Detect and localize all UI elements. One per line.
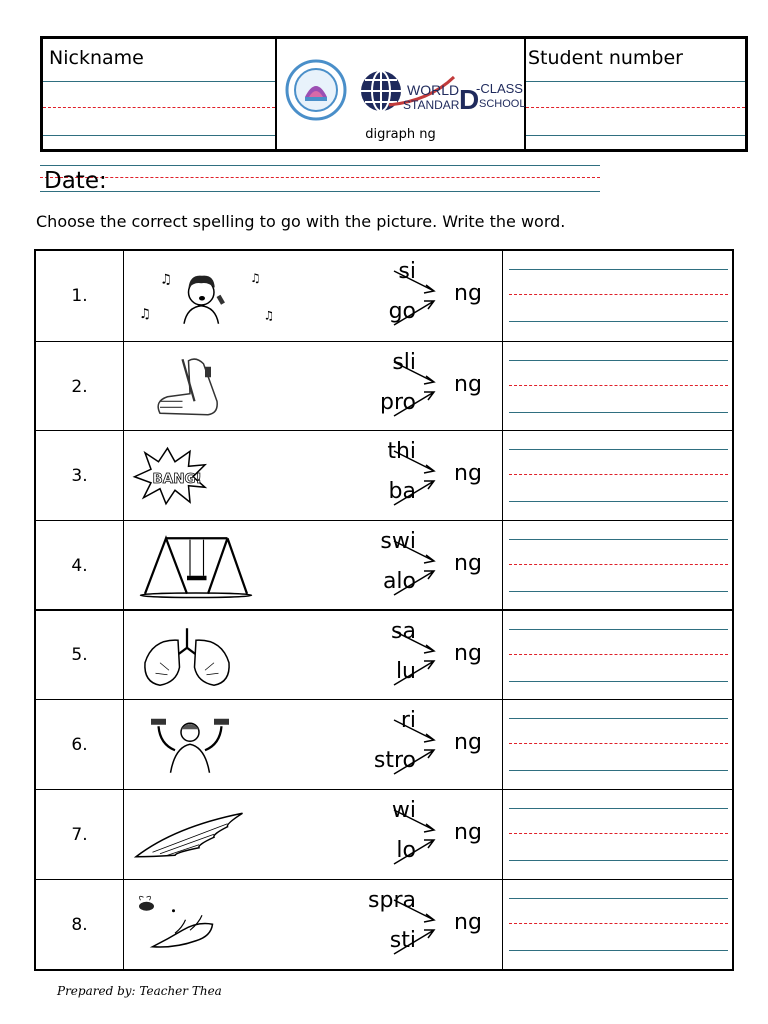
school-seal-icon bbox=[285, 59, 347, 121]
singing-boy-icon bbox=[130, 257, 280, 335]
writing-midline bbox=[509, 923, 728, 924]
option-bottom: alo bbox=[382, 569, 416, 594]
answer-writing-area[interactable] bbox=[502, 521, 734, 610]
writing-line bbox=[509, 681, 728, 682]
writing-line bbox=[43, 81, 275, 82]
worksheet-subtitle: digraph ng bbox=[365, 127, 436, 142]
answer-writing-area[interactable] bbox=[502, 251, 734, 341]
answer-writing-area[interactable] bbox=[502, 342, 734, 431]
writing-line bbox=[509, 898, 728, 899]
arrows-icon bbox=[392, 623, 442, 693]
suffix-ng: ng bbox=[454, 281, 482, 306]
arrows-icon bbox=[392, 533, 442, 603]
header-table bbox=[40, 36, 748, 152]
suffix-ng: ng bbox=[454, 730, 482, 755]
exercise-row bbox=[36, 430, 732, 520]
suffix-ng: ng bbox=[454, 461, 482, 486]
suffix-ng: ng bbox=[454, 372, 482, 397]
writing-line bbox=[509, 770, 728, 771]
writing-line bbox=[509, 449, 728, 450]
footer-credit: Prepared by: Teacher Thea bbox=[57, 984, 222, 998]
arm-sling-icon bbox=[130, 348, 280, 426]
exercise-row bbox=[36, 879, 732, 969]
writing-midline bbox=[509, 474, 728, 475]
exercise-row bbox=[36, 789, 732, 879]
option-bottom: lu bbox=[395, 659, 416, 684]
exercise-row bbox=[36, 699, 732, 789]
strong-woman-icon bbox=[130, 706, 280, 784]
exercise-number: 4. bbox=[36, 521, 124, 610]
student-number-cell bbox=[526, 39, 745, 149]
exercise-number: 8. bbox=[36, 880, 124, 969]
arrows-icon bbox=[392, 802, 442, 872]
writing-line bbox=[509, 950, 728, 951]
writing-midline bbox=[509, 564, 728, 565]
option-bottom: ba bbox=[388, 479, 416, 504]
writing-midline bbox=[509, 294, 728, 295]
bee-sting-icon bbox=[130, 886, 280, 964]
instructions: Choose the correct spelling to go with the picture. Write the word. bbox=[36, 212, 566, 231]
suffix-ng: ng bbox=[454, 820, 482, 845]
writing-line bbox=[509, 591, 728, 592]
writing-line bbox=[509, 539, 728, 540]
writing-midline bbox=[43, 107, 275, 108]
option-top: si bbox=[398, 259, 416, 284]
writing-line bbox=[509, 412, 728, 413]
writing-line bbox=[509, 629, 728, 630]
writing-line bbox=[509, 269, 728, 270]
exercise-row bbox=[36, 520, 732, 610]
wing-icon bbox=[130, 796, 280, 874]
svg-text:♫: ♫ bbox=[139, 305, 152, 322]
logo-word-school: SCHOOL bbox=[479, 98, 526, 110]
exercise-number: 2. bbox=[36, 342, 124, 431]
writing-line bbox=[40, 191, 600, 192]
writing-line bbox=[509, 718, 728, 719]
suffix-ng: ng bbox=[454, 641, 482, 666]
option-top: sa bbox=[391, 619, 416, 644]
option-top: spra bbox=[368, 888, 416, 913]
svg-text:♫: ♫ bbox=[263, 308, 275, 323]
writing-line bbox=[43, 135, 275, 136]
lungs-icon bbox=[130, 617, 280, 695]
option-bottom: lo bbox=[396, 838, 416, 863]
option-top: sli bbox=[392, 350, 416, 375]
suffix-ng: ng bbox=[454, 551, 482, 576]
answer-writing-area[interactable] bbox=[502, 431, 734, 520]
exercise-number: 5. bbox=[36, 611, 124, 699]
answer-writing-area[interactable] bbox=[502, 880, 734, 969]
exercise-number: 7. bbox=[36, 790, 124, 879]
arrows-icon bbox=[392, 443, 442, 513]
exercise-row bbox=[36, 251, 732, 341]
option-bottom: stro bbox=[373, 748, 416, 773]
writing-midline bbox=[509, 654, 728, 655]
writing-line bbox=[509, 360, 728, 361]
date-label: Date: bbox=[44, 168, 107, 194]
arrows-icon bbox=[389, 892, 442, 962]
svg-text:♫: ♫ bbox=[250, 270, 261, 285]
logo-word-world: WORLD bbox=[407, 82, 460, 98]
logo-cell bbox=[277, 39, 526, 149]
writing-midline bbox=[40, 177, 600, 178]
writing-line bbox=[40, 165, 600, 166]
writing-line bbox=[509, 501, 728, 502]
writing-line bbox=[509, 808, 728, 809]
option-top: wi bbox=[391, 798, 416, 823]
writing-midline bbox=[509, 743, 728, 744]
student-number-label: Student number bbox=[528, 47, 683, 69]
bang-burst-icon bbox=[130, 437, 280, 515]
logo-word-standard: STANDAR bbox=[403, 98, 460, 112]
nickname-label: Nickname bbox=[49, 47, 144, 69]
option-top: thi bbox=[387, 439, 416, 464]
svg-text:BANG!: BANG! bbox=[152, 470, 202, 487]
writing-midline bbox=[509, 833, 728, 834]
option-bottom: go bbox=[388, 299, 416, 324]
arrows-icon bbox=[392, 354, 442, 424]
writing-midline bbox=[509, 385, 728, 386]
svg-text:♫: ♫ bbox=[160, 271, 173, 288]
nickname-cell bbox=[43, 39, 277, 149]
writing-line bbox=[526, 81, 745, 82]
exercise-number: 3. bbox=[36, 431, 124, 520]
writing-midline bbox=[526, 107, 745, 108]
logo-word-class: -CLASS bbox=[476, 81, 523, 96]
suffix-ng: ng bbox=[454, 910, 482, 935]
exercise-row bbox=[36, 341, 732, 431]
date-field bbox=[40, 162, 600, 196]
answer-writing-area[interactable] bbox=[502, 790, 734, 879]
exercise-table bbox=[34, 249, 734, 971]
writing-line bbox=[509, 321, 728, 322]
answer-writing-area[interactable] bbox=[502, 700, 734, 789]
arrows-icon bbox=[392, 263, 442, 333]
option-top: ri bbox=[400, 708, 416, 733]
option-top: swi bbox=[380, 529, 416, 554]
answer-writing-area[interactable] bbox=[502, 611, 734, 699]
arrows-icon bbox=[392, 712, 442, 782]
logo-letter-d: D bbox=[459, 84, 480, 115]
swing-set-icon bbox=[130, 527, 280, 605]
writing-line bbox=[509, 860, 728, 861]
writing-line bbox=[526, 135, 745, 136]
exercise-number: 6. bbox=[36, 700, 124, 789]
exercise-number: 1. bbox=[36, 251, 124, 341]
exercise-row bbox=[36, 609, 732, 699]
option-bottom: sti bbox=[389, 928, 416, 953]
option-bottom: pro bbox=[380, 390, 416, 415]
world-class-logo bbox=[359, 67, 526, 117]
